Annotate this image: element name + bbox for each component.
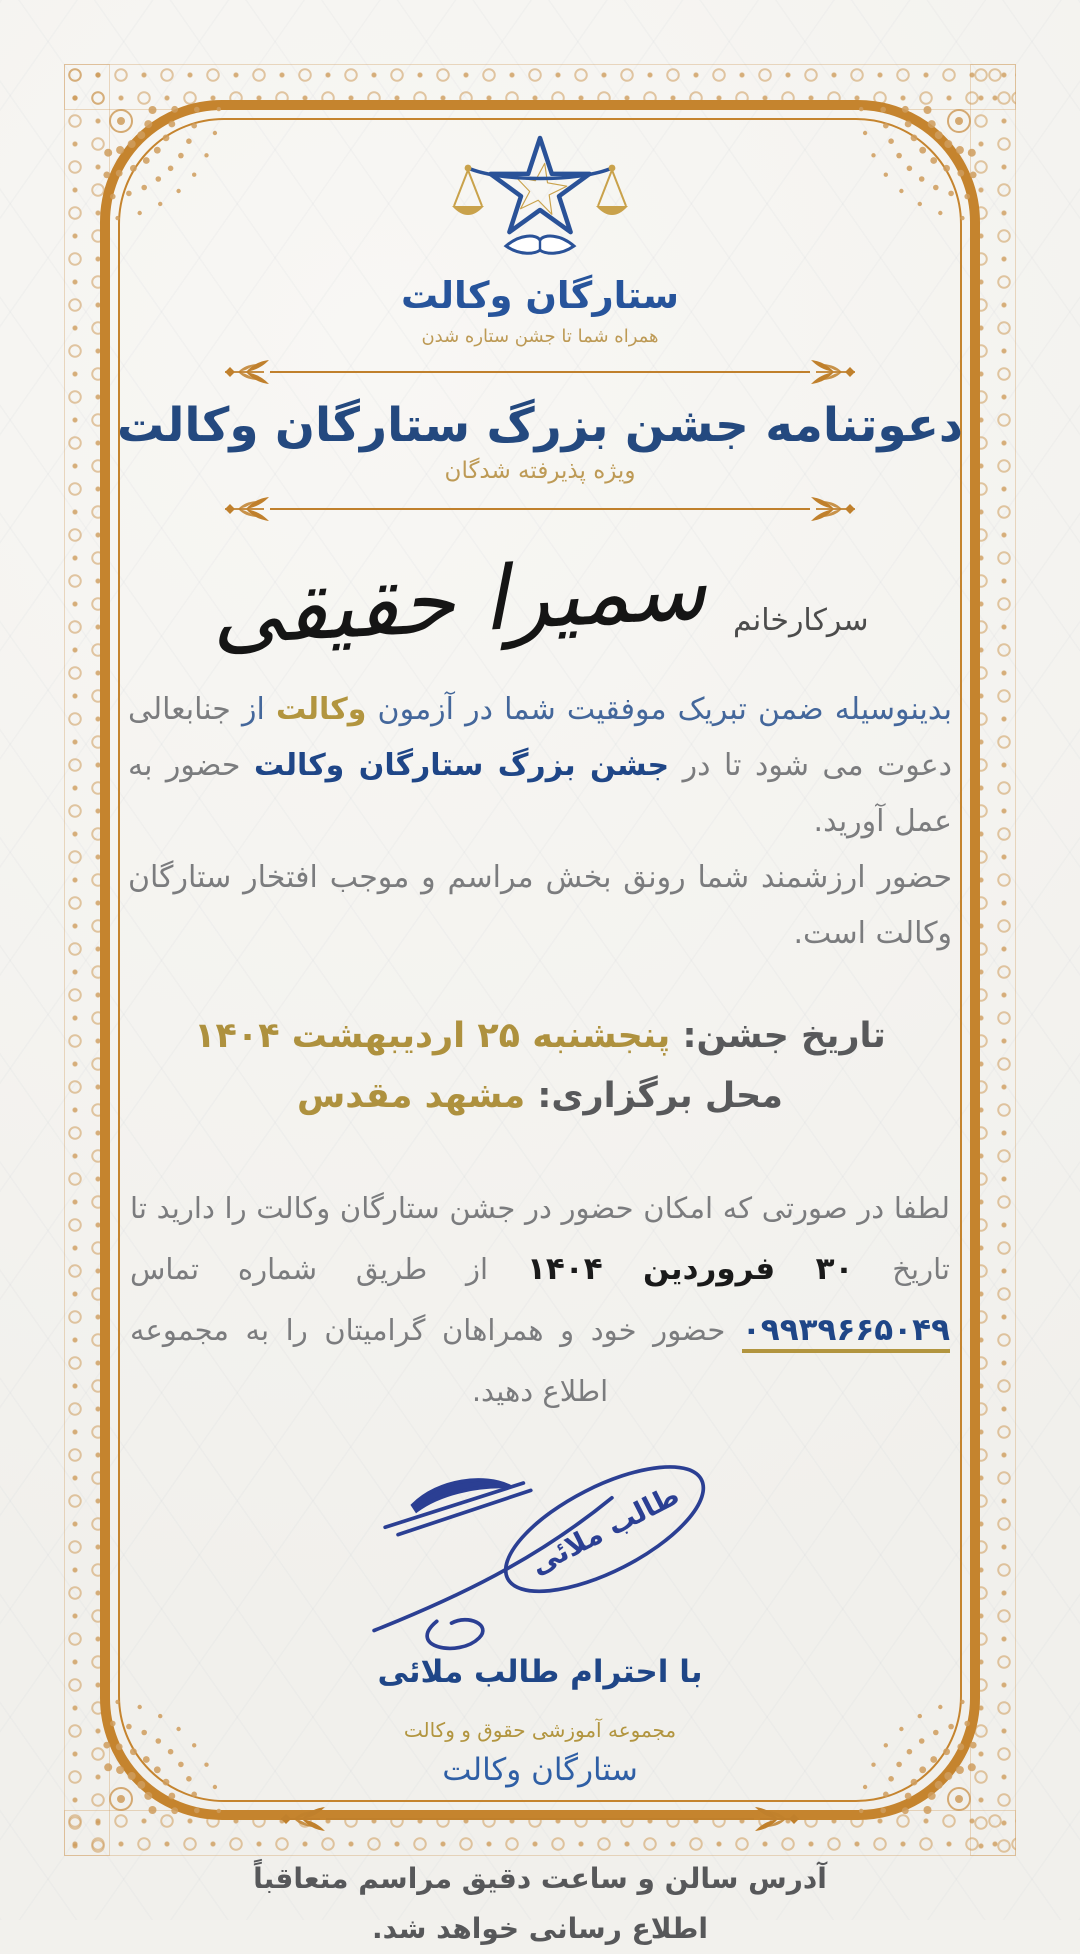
honorific-label: سرکارخانم	[732, 603, 869, 639]
brand-title: ستارگان وکالت	[400, 274, 680, 317]
body-text: از	[242, 692, 276, 728]
respect-line: با احترام طالب ملائی	[377, 1654, 703, 1691]
event-date-row	[194, 1006, 886, 1066]
footer-note-line2: اطلاع رسانی خواهد شد.	[372, 1912, 708, 1946]
congrats-paragraph	[128, 682, 952, 850]
highlight-gold: وکالت	[276, 692, 367, 728]
footer-note	[253, 1854, 827, 1954]
rsvp-text: حضور خود و همراهان گرامیتان را به مجموعه اطلاع دهید.	[130, 1313, 742, 1409]
date-value: پنجشنبه ۲۵ اردیبهشت ۱۴۰۴	[194, 1016, 683, 1057]
fleur-arrow-icon	[810, 359, 856, 385]
venue-value: مشهد مقدس	[297, 1076, 538, 1117]
body-text: بدینوسیله ضمن تبریک موفقیت شما در آزمون	[366, 692, 953, 728]
fleur-arrow-icon	[224, 359, 270, 385]
star-scales-logo-icon	[440, 122, 640, 272]
brand-tagline: همراه شما تا جشن ستاره شدن	[421, 326, 659, 347]
footer-note-line1: آدرس سالن و ساعت دقیق مراسم متعاقباً	[253, 1862, 827, 1896]
signature-image	[310, 1448, 770, 1660]
rsvp-text: لطفا در صورتی که امکان حضور در جشن ستارگان وکالت را دارید تا تاریخ	[130, 1191, 950, 1287]
body-text: حضور به عمل آورید.	[128, 748, 952, 840]
invitation-body	[128, 682, 952, 962]
date-label: تاریخ جشن:	[682, 1016, 886, 1057]
fleur-arrow-icon	[280, 1806, 326, 1832]
highlight-blue: جشن بزرگ ستارگان وکالت	[253, 748, 670, 784]
invitation-title: دعوتنامه جشن بزرگ ستارگان وکالت	[116, 398, 964, 453]
org-subtitle: مجموعه آموزشی حقوق و وکالت	[403, 1718, 677, 1743]
org-name: ستارگان وکالت	[442, 1752, 638, 1789]
ornamental-divider	[224, 496, 856, 522]
fleur-arrow-icon	[754, 1806, 800, 1832]
ornamental-divider	[224, 359, 856, 385]
fleur-arrow-icon	[810, 496, 856, 522]
honor-paragraph: حضور ارزشمند شما رونق بخش مراسم و موجب افتخار ستارگان وکالت است.	[128, 860, 952, 952]
phone-link[interactable]: ۰۹۹۳۹۶۶۵۰۴۹	[742, 1312, 950, 1353]
signature-script-text: طالب ملائی	[525, 1478, 685, 1582]
audience-subtitle: ویژه پذیرفته شدگان	[444, 458, 636, 485]
fleur-arrow-icon	[224, 496, 270, 522]
rsvp-paragraph	[130, 1178, 950, 1422]
event-info	[194, 1006, 886, 1126]
event-venue-row	[194, 1066, 886, 1126]
venue-label: محل برگزاری:	[537, 1076, 783, 1117]
ornamental-divider	[280, 1806, 800, 1832]
body-text: جنابعالی دعوت می شود تا در	[128, 692, 952, 784]
recipient-row	[209, 536, 869, 665]
rsvp-text: از طریق شماره تماس	[130, 1252, 527, 1287]
recipient-name: سمیرا حقیقی	[209, 536, 710, 665]
rsvp-deadline: ۳۰ فروردین ۱۴۰۴	[526, 1251, 854, 1288]
